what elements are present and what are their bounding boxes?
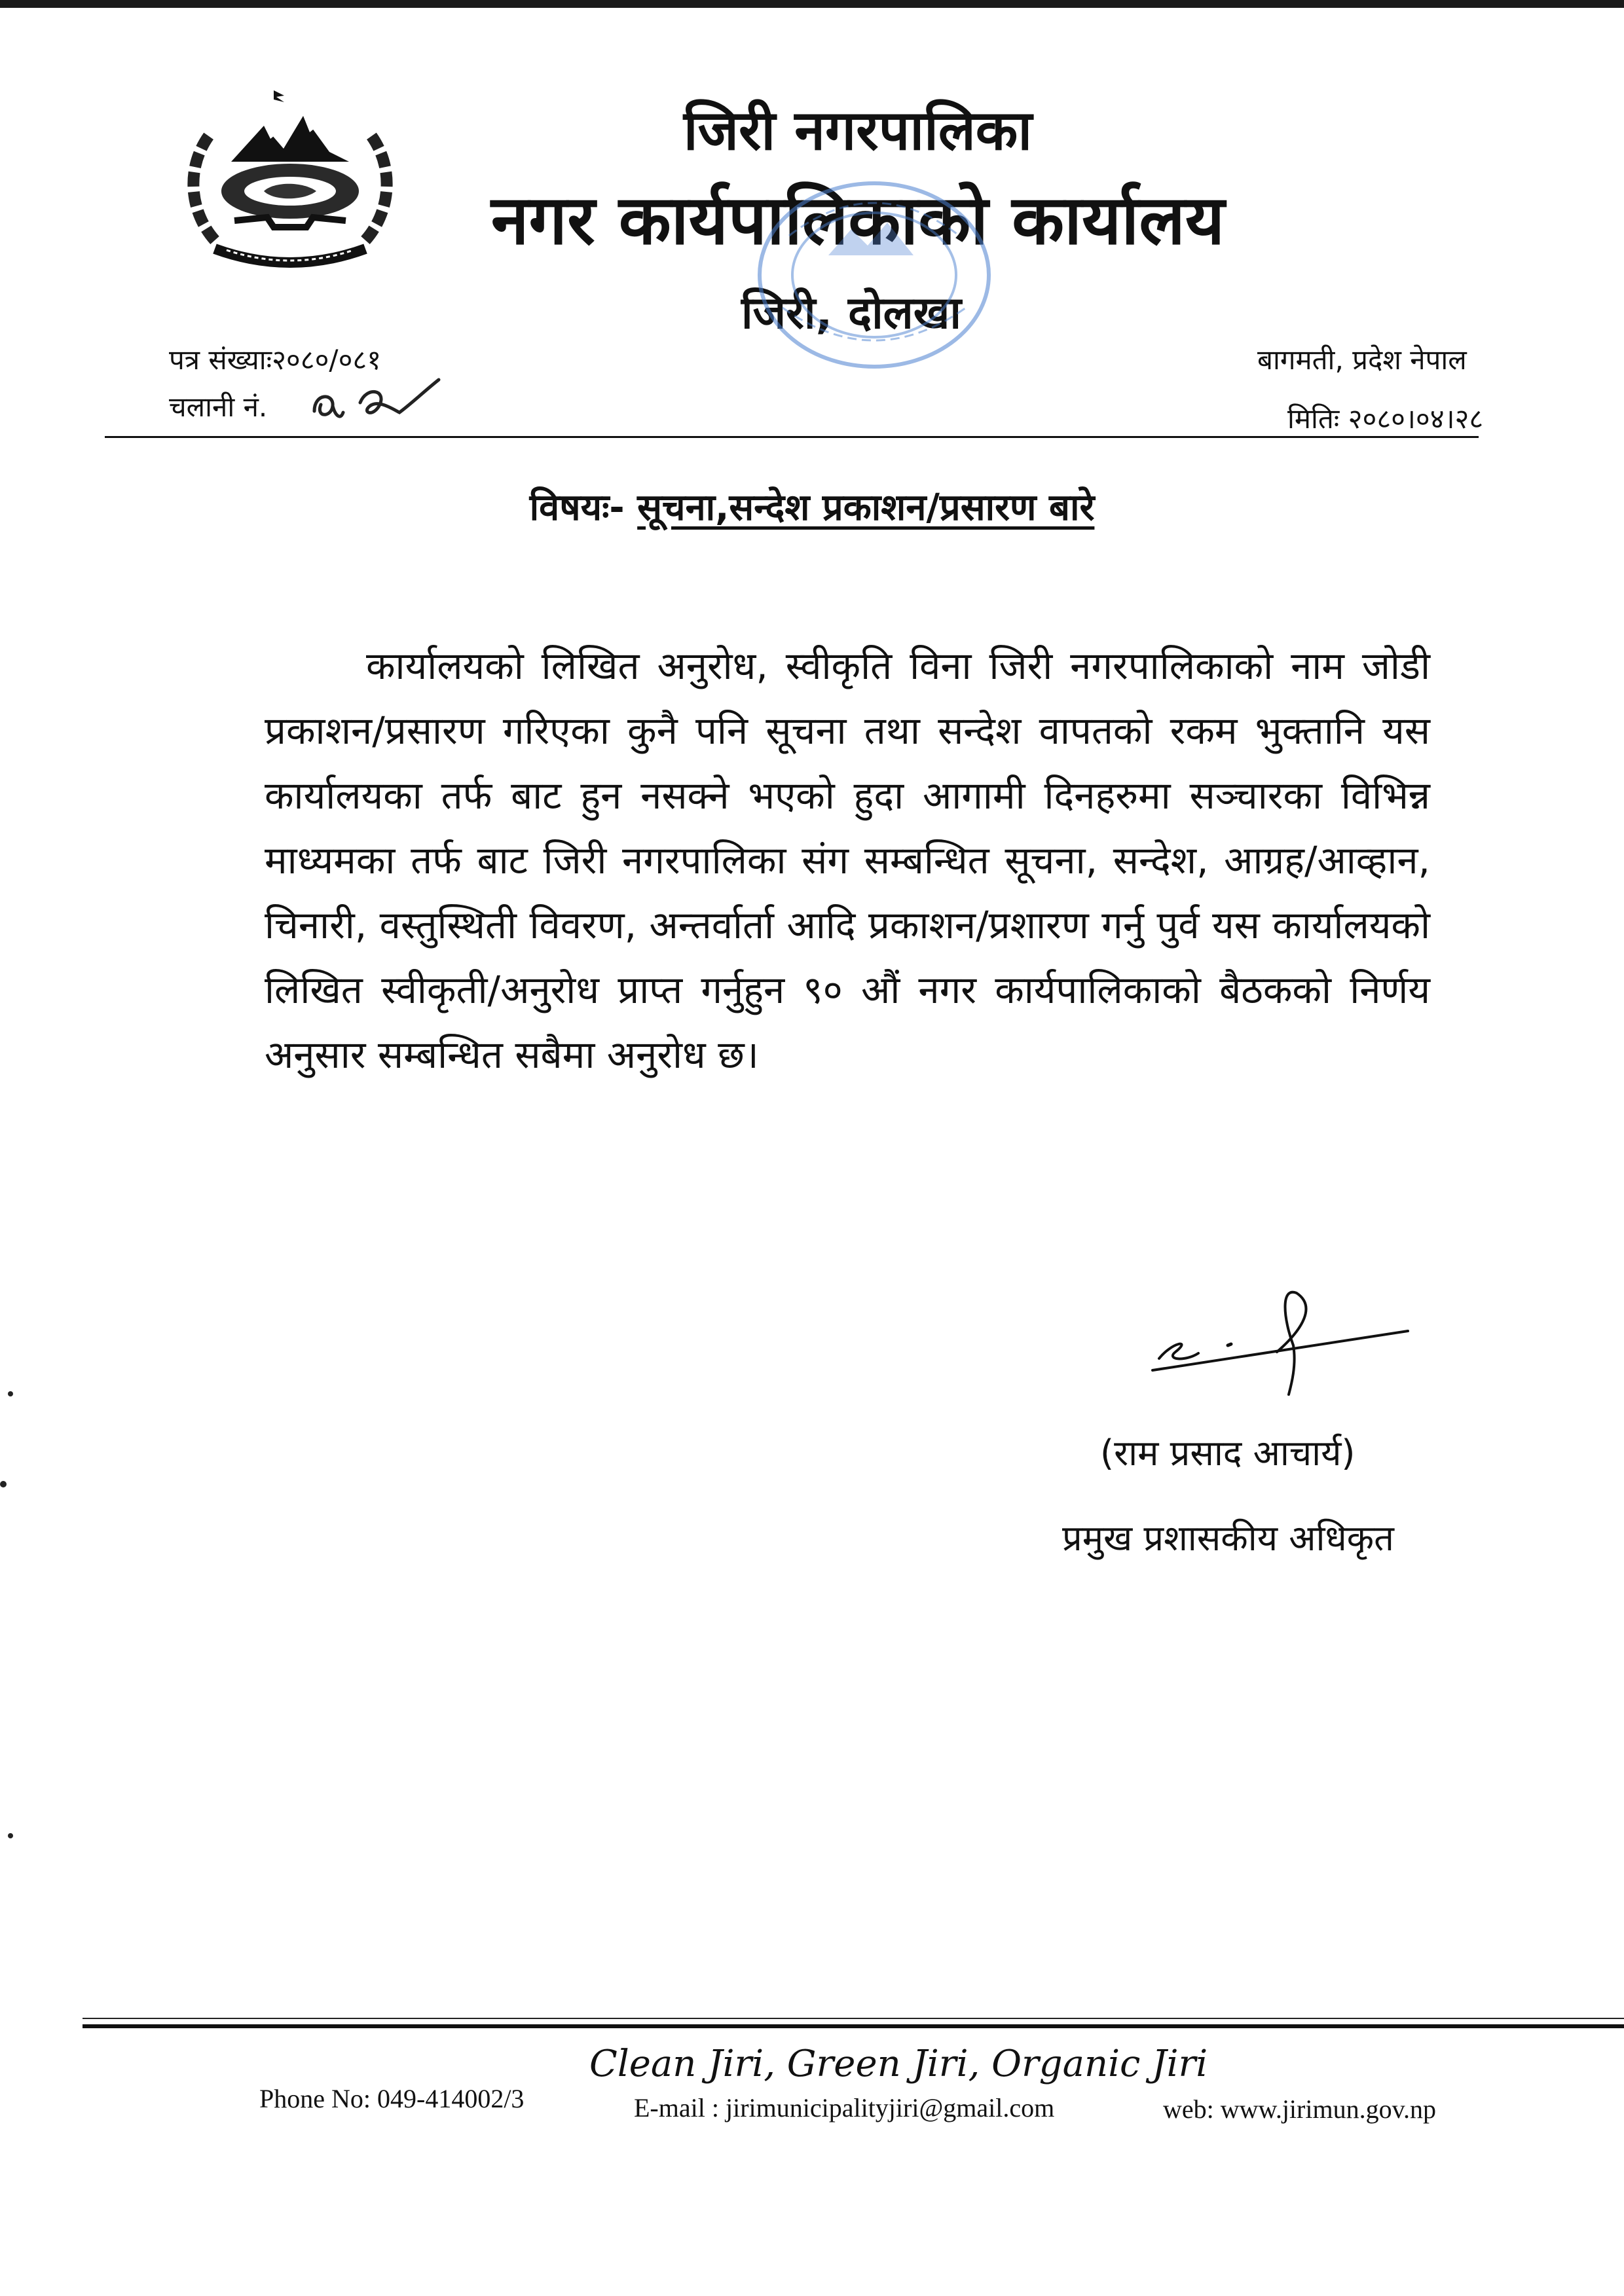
footer-divider-thin	[83, 2018, 1624, 2019]
letter-date: मितिः २०८०।०४।२८	[1287, 403, 1484, 435]
subject-text: सूचना,सन्देश प्रकाशन/प्रसारण बारे	[637, 486, 1095, 529]
province-text: बागमती, प्रदेश नेपाल	[1257, 344, 1467, 376]
scan-speck	[0, 1481, 7, 1487]
office-name: नगर कार्यपालिकाको कार्यालय	[490, 180, 1225, 260]
official-stamp-icon	[737, 157, 1012, 393]
footer-email[interactable]: E-mail : jirimunicipalityjiri@gmail.com	[634, 2093, 1055, 2123]
header-divider	[105, 436, 1479, 438]
footer-slogan: Clean Jiri, Green Jiri, Organic Jiri	[589, 2043, 1208, 2085]
footer-phone: Phone No: 049-414002/3	[259, 2084, 525, 2113]
letter-reference-number: पत्र संख्याः२०८०/०८१	[169, 344, 382, 376]
signatory-name: (राम प्रसाद आचार्य)	[1100, 1432, 1356, 1474]
office-location: जिरी, दोलखा	[741, 287, 962, 339]
scan-top-edge	[0, 0, 1624, 8]
footer-divider-thick	[83, 2024, 1624, 2028]
subject-line	[393, 481, 1231, 531]
subject-label: विषयः-	[529, 486, 625, 529]
dispatch-number-label: चलानी नं.	[169, 391, 268, 423]
municipality-name: जिरी नगरपालिका	[683, 98, 1033, 162]
footer-website[interactable]: web: www.jirimun.gov.np	[1163, 2094, 1436, 2124]
handwritten-dispatch-number	[308, 373, 465, 426]
nepal-emblem-icon	[175, 86, 405, 273]
signatory-title: प्रमुख प्रशासकीय अधिकृत	[1062, 1518, 1394, 1559]
scan-speck	[8, 1391, 13, 1396]
letter-body: कार्यालयको लिखित अनुरोध, स्वीकृति विना जिरी नगरपालिकाको नाम जोडी प्रकाशन/प्रसारण गरिएका कुनै पनि सूचना तथा सन्देश वापतको रकम भुक्तानि यस कार्यालयका तर्फ बाट हुन नसक्ने भएको हुदा आगामी दिनहरुमा सञ्चारका विभिन्न माध्यमका तर्फ बाट जिरी नगरपालिका संग सम्बन्धित सूचना, सन्देश, आग्रह/आव्हान, चिनारी, वस्तुस्थिती विवरण, अन्तर्वार्ता आदि प्रकाशन/प्रशारण गर्नु पुर्व यस कार्यालयको लिखित स्वीकृती/अनुरोध प्राप्त गर्नुहुन ९० औं नगर कार्यपालिकाको बैठकको निर्णय अनुसार सम्बन्धित सबैमा अनुरोध छ।	[265, 644, 1430, 1077]
scan-speck	[8, 1833, 13, 1838]
handwritten-signature	[1139, 1280, 1428, 1398]
